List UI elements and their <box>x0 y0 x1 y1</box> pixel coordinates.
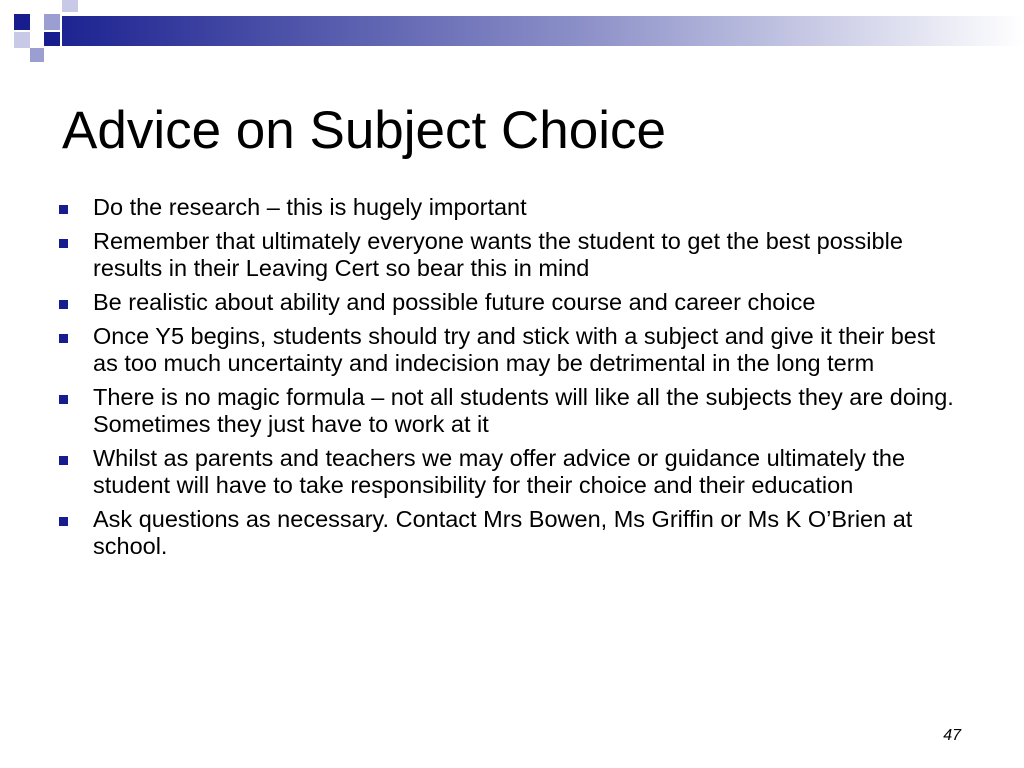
square-bullet-icon <box>59 395 68 404</box>
list-item <box>57 384 957 438</box>
list-item <box>57 323 957 377</box>
header-gradient-bar <box>62 16 1024 46</box>
deco-square-light-2 <box>62 0 78 12</box>
list-item <box>57 289 957 316</box>
bullet-list <box>57 194 957 567</box>
deco-square-dark-2 <box>44 32 60 46</box>
list-item <box>57 506 957 560</box>
page-number: 47 <box>943 727 961 744</box>
bullet-text: Do the research – this is hugely important <box>93 194 527 220</box>
square-bullet-icon <box>59 239 68 248</box>
bullet-text: Be realistic about ability and possible future course and career choice <box>93 289 816 315</box>
bullet-text: There is no magic formula – not all students will like all the subjects they are doing. Sometimes they just have to work at it <box>93 384 954 437</box>
square-bullet-icon <box>59 334 68 343</box>
square-bullet-icon <box>59 517 68 526</box>
deco-square-light-3 <box>14 32 30 48</box>
bullet-text: Whilst as parents and teachers we may offer advice or guidance ultimately the student will have to take responsibility for their choice and their education <box>93 445 906 498</box>
list-item <box>57 445 957 499</box>
deco-square-light-4 <box>30 48 44 62</box>
bullet-text: Once Y5 begins, students should try and stick with a subject and give it their best as too much uncertainty and indecision may be detrimental in the long term <box>93 323 936 376</box>
header-decoration <box>0 0 1024 70</box>
square-bullet-icon <box>59 205 68 214</box>
square-bullet-icon <box>59 300 68 309</box>
list-item <box>57 194 957 221</box>
bullet-text: Remember that ultimately everyone wants the student to get the best possible results in their Leaving Cert so bear this in mind <box>93 228 903 281</box>
deco-square-dark-1 <box>14 14 30 30</box>
deco-square-light-1 <box>44 14 60 30</box>
bullet-text: Ask questions as necessary. Contact Mrs Bowen, Ms Griffin or Ms K O’Brien at school. <box>93 506 913 559</box>
square-bullet-icon <box>59 456 68 465</box>
list-item <box>57 228 957 282</box>
slide-title: Advice on Subject Choice <box>62 101 666 160</box>
